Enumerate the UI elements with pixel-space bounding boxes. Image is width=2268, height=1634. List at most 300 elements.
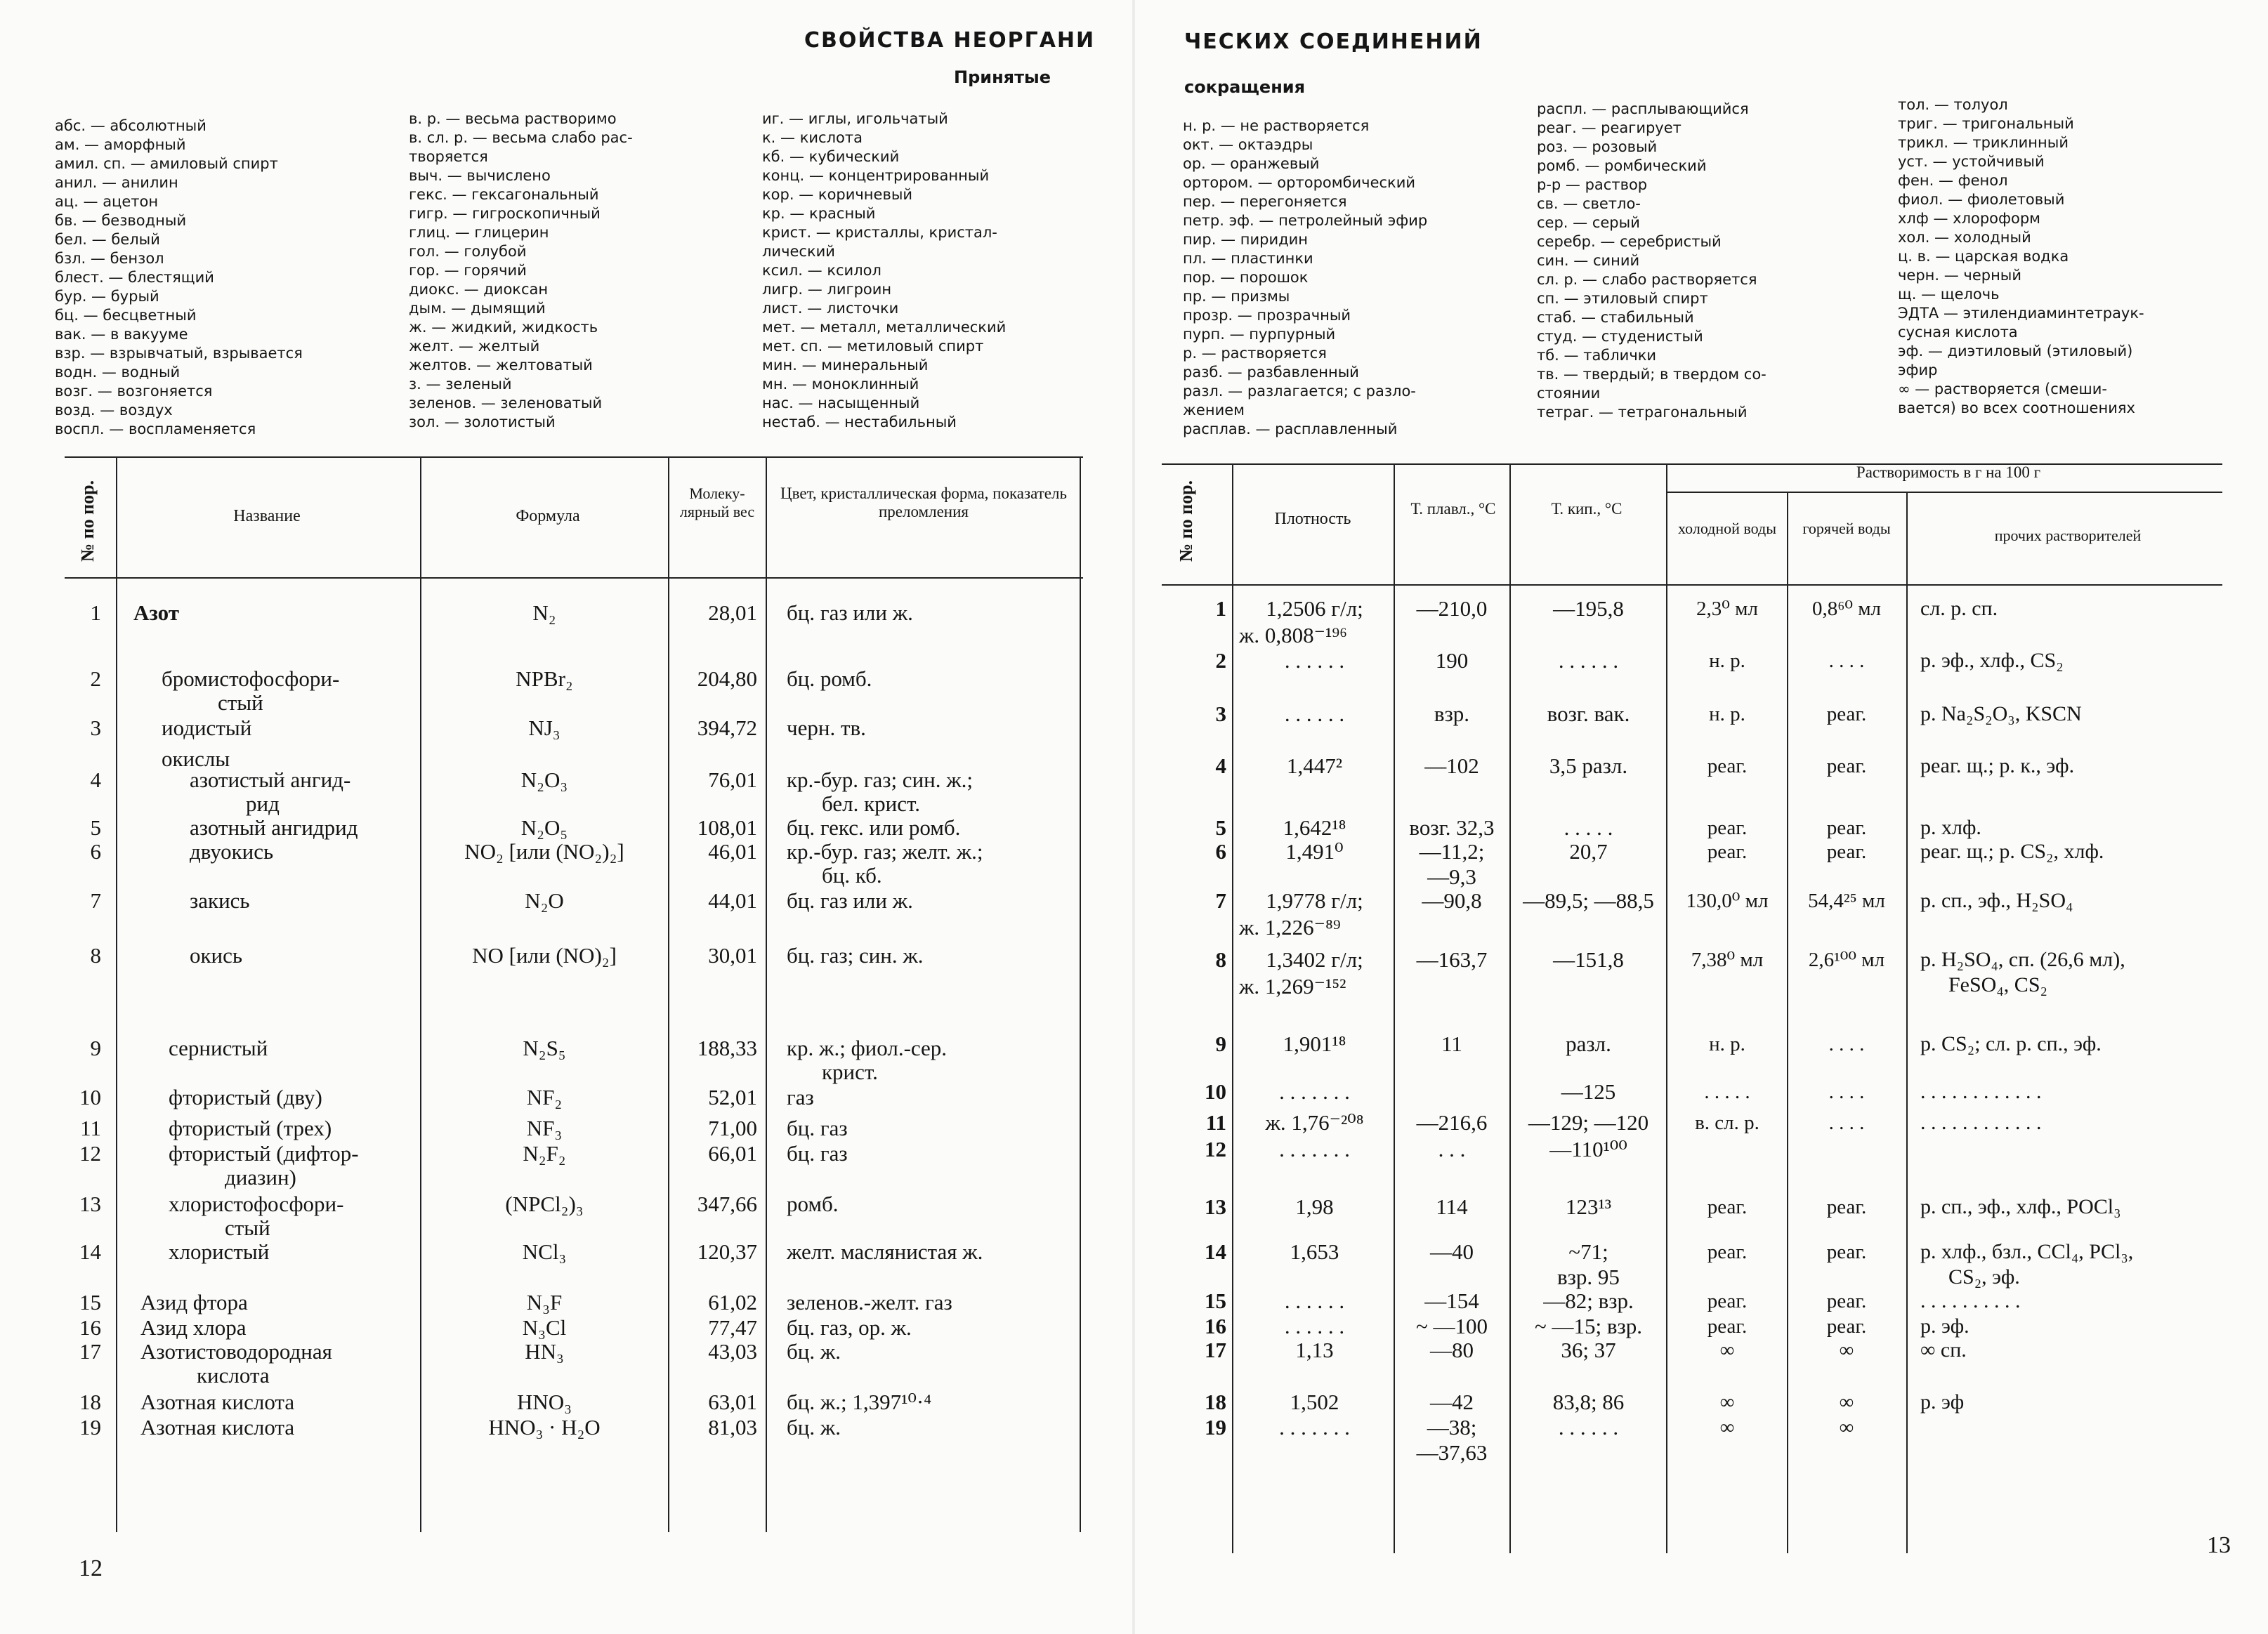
column-divider (1080, 458, 1081, 1532)
compound-name: Азид хлора (140, 1315, 247, 1340)
solubility-hot-water: реаг. (1826, 817, 1867, 839)
page-number-right: 13 (2207, 1532, 2231, 1558)
density: . . . . . . . (1279, 1415, 1350, 1439)
abbreviation-entry: гор. — горячий (409, 262, 527, 279)
density: 1,13 (1295, 1338, 1334, 1362)
solubility-cold-water: 7,38⁰ мл (1691, 949, 1764, 971)
abbreviation-entry: распл. — расплывающийся (1537, 100, 1749, 117)
abbreviation-entry: фен. — фенол (1898, 172, 2008, 189)
compound-name: сернистый (169, 1036, 268, 1060)
abbreviation-entry: серебр. — серебристый (1537, 233, 1722, 250)
row-number: 14 (79, 1239, 101, 1264)
solubility-other-solvents: сл. р. сп. (1920, 597, 1998, 620)
abbreviation-entry: ортором. — орторомбический (1183, 174, 1416, 191)
abbreviation-entry: лический (762, 243, 835, 260)
abbreviation-column-5 (1537, 100, 1766, 422)
abbreviation-entry: гигр. — гигроскопичный (409, 205, 601, 222)
description: бц. газ или ж. (787, 888, 913, 913)
boiling-point: ~71; (1568, 1239, 1608, 1264)
header-row-number: № по пор. (1176, 480, 1196, 562)
abbreviation-column-1 (55, 117, 303, 439)
abbreviation-entry: кб. — кубический (762, 148, 900, 165)
abbreviation-entry: возд. — воздух (55, 402, 173, 419)
section-subtitle-left: Принятые (954, 67, 1051, 87)
compound-name: двуокись (190, 839, 274, 864)
abbreviation-entry: бзл. — бензол (55, 250, 164, 267)
chemical-formula: N₃Cl (522, 1315, 567, 1340)
abbreviation-entry: тб. — таблички (1537, 347, 1657, 364)
density: . . . . . . (1284, 1289, 1345, 1313)
abbreviation-entry: син. — синий (1537, 252, 1640, 269)
abbreviation-entry: уст. — устойчивый (1898, 153, 2045, 170)
column-divider (1906, 493, 1908, 1553)
compound-name: фтористый (трех) (169, 1116, 332, 1140)
column-divider (766, 458, 767, 1532)
page-number-left: 12 (79, 1555, 103, 1581)
boiling-point: —89,5; —88,5 (1523, 888, 1654, 913)
chemical-formula: NF₃ (526, 1116, 563, 1140)
melting-point: взр. (1434, 701, 1470, 726)
density: 1,642¹⁸ (1283, 815, 1346, 840)
abbreviation-entry: ромб. — ромбический (1537, 157, 1707, 174)
compound-name-continued: кислота (197, 1363, 270, 1388)
melting-point: —90,8 (1422, 888, 1482, 913)
header-melting-point: Т. плавл., °С (1410, 500, 1496, 518)
abbreviation-entry: пр. — призмы (1183, 288, 1290, 305)
compound-name: Азид фтора (140, 1290, 248, 1315)
molecular-weight: 44,01 (708, 888, 757, 913)
row-number: 12 (1205, 1137, 1226, 1161)
row-number: 19 (1205, 1415, 1226, 1439)
molecular-weight: 43,03 (708, 1339, 757, 1364)
abbreviation-entry: возг. — возгоняется (55, 383, 213, 400)
solubility-cold-water: реаг. (1707, 755, 1748, 777)
density: . . . . . . (1284, 648, 1345, 673)
density: 1,502 (1290, 1390, 1339, 1414)
solubility-subheader-rule (1667, 492, 2222, 493)
molecular-weight: 71,00 (708, 1116, 757, 1140)
boiling-point: 20,7 (1569, 839, 1608, 864)
solubility-other-solvents: . . . . . . . . . . . . (1920, 1111, 2042, 1134)
abbreviation-entry: выч. — вычислено (409, 167, 551, 184)
row-number: 1 (1215, 596, 1226, 621)
compound-name: фтористый (дву) (169, 1085, 322, 1109)
chemical-formula: N₂ (532, 600, 556, 625)
melting-point: —102 (1424, 753, 1479, 778)
abbreviation-entry: пурп. — пурпурный (1183, 326, 1336, 343)
density: 1,901¹⁸ (1283, 1032, 1346, 1056)
density: 1,491⁰ (1285, 839, 1344, 864)
row-number: 7 (1215, 888, 1226, 913)
boiling-point: . . . . . . (1558, 1415, 1619, 1439)
description: газ (787, 1085, 814, 1109)
description: кр.-бур. газ; син. ж.; (787, 767, 974, 792)
abbreviation-entry: фиол. — фиолетовый (1898, 191, 2065, 208)
abbreviation-entry: стоянии (1537, 385, 1601, 402)
solubility-other-solvents: ∞ сп. (1920, 1338, 1967, 1362)
solubility-cold-water: 2,3⁰ мл (1696, 598, 1758, 620)
abbreviation-entry: окт. — октаэдры (1183, 136, 1313, 153)
row-number: 15 (1205, 1289, 1226, 1313)
header-hot-water: горячей воды (1802, 520, 1891, 537)
solubility-other-solvents: р. эф., хлф., CS₂ (1920, 649, 2064, 672)
abbreviation-entry: разб. — разбавленный (1183, 364, 1359, 381)
molecular-weight: 30,01 (708, 943, 757, 968)
chemical-formula: N₃F (526, 1290, 563, 1315)
melting-point: ~ —100 (1415, 1314, 1488, 1338)
melting-point: —210,0 (1416, 596, 1488, 621)
chemical-formula: HN₃ (525, 1339, 564, 1364)
solubility-hot-water: реаг. (1826, 1196, 1867, 1218)
description-continued: крист. (822, 1060, 878, 1084)
abbreviation-entry: в. сл. р. — весьма слабо рас- (409, 129, 633, 146)
column-divider (116, 458, 117, 1532)
solubility-hot-water: реаг. (1826, 1315, 1867, 1338)
abbreviation-entry: пл. — пластинки (1183, 250, 1313, 267)
boiling-point: . . . . . (1564, 815, 1613, 840)
abbreviation-entry: гол. — голубой (409, 243, 527, 260)
description: бц. гекс. или ромб. (787, 815, 961, 840)
abbreviation-entry: трикл. — триклинный (1898, 134, 2069, 151)
abbreviation-entry: желт. — желтый (409, 338, 540, 355)
solubility-cold-water: ∞ (1719, 1391, 1735, 1414)
density: 1,2506 г/л; (1266, 596, 1363, 621)
solubility-hot-water: 54,4²⁵ мл (1808, 890, 1885, 912)
column-divider (668, 458, 669, 1532)
chemical-formula: N₂F₂ (523, 1141, 566, 1166)
boiling-point: —195,8 (1553, 596, 1624, 621)
row-number: 11 (1205, 1110, 1226, 1135)
chemical-formula: (NPCl₂)₃ (505, 1192, 584, 1216)
row-number: 11 (80, 1116, 101, 1140)
row-number: 4 (1215, 753, 1226, 778)
compound-name: фтористый (дифтор- (169, 1141, 359, 1166)
solubility-other-solvents: р. эф (1920, 1390, 1965, 1414)
description: бц. газ; син. ж. (787, 943, 924, 968)
abbreviation-entry: ац. — ацетон (55, 193, 159, 210)
abbreviation-column-6 (1898, 95, 2144, 418)
abbreviation-entry: з. — зеленый (409, 376, 512, 393)
row-number: 9 (1215, 1032, 1226, 1056)
description: черн. тв. (787, 716, 866, 740)
abbreviation-entry: тол. — толуол (1898, 96, 2008, 113)
solubility-other-continued: FeSO₄, CS₂ (1948, 973, 2047, 996)
abbreviation-entry: глиц. — глицерин (409, 224, 549, 241)
chemical-formula: N₂O (525, 888, 564, 913)
boiling-point: —110¹⁰⁰ (1549, 1137, 1627, 1161)
solubility-cold-water: реаг. (1707, 817, 1748, 839)
solubility-other-solvents: . . . . . . . . . . (1920, 1289, 2021, 1312)
abbreviation-entry: лигр. — лигроин (762, 281, 892, 298)
abbreviation-entry: разл. — разлагается; с разло- (1183, 383, 1416, 400)
abbreviation-entry: св. — светло- (1537, 195, 1641, 212)
boiling-point: 123¹³ (1565, 1194, 1612, 1219)
boiling-point: 83,8; 86 (1552, 1390, 1625, 1414)
row-number: 18 (1205, 1390, 1226, 1414)
abbreviation-entry: бел. — белый (55, 231, 160, 248)
abbreviation-entry: роз. — розовый (1537, 138, 1658, 155)
solubility-cold-water: реаг. (1707, 1241, 1748, 1263)
description: желт. маслянистая ж. (787, 1239, 983, 1264)
chemical-formula: NO [или (NO)₂] (472, 943, 617, 968)
abbreviation-entry: пор. — порошок (1183, 269, 1309, 286)
column-divider (1232, 465, 1233, 1553)
description: бц. ж. (787, 1339, 841, 1364)
abbreviation-entry: бв. — безводный (55, 212, 187, 229)
abbreviation-entry: студ. — студенистый (1537, 328, 1703, 345)
abbreviation-entry: нас. — насыщенный (762, 395, 920, 411)
row-number: 16 (1205, 1314, 1226, 1338)
abbreviation-entry: ∞ — растворяется (смеши- (1898, 381, 2107, 397)
solubility-hot-water: ∞ (1839, 1416, 1854, 1439)
compound-name: хлористый (169, 1239, 270, 1264)
compound-name: Азот (133, 600, 179, 625)
compound-name: Азотная кислота (140, 1415, 295, 1439)
melting-point: —154 (1424, 1289, 1479, 1313)
melting-point: 11 (1441, 1032, 1462, 1056)
abbreviation-entry: мн. — моноклинный (762, 376, 919, 393)
solubility-cold-water: в. сл. р. (1695, 1112, 1759, 1134)
abbreviation-entry: расплав. — расплавленный (1183, 421, 1398, 437)
boiling-point: —151,8 (1553, 947, 1624, 972)
melting-point-continued: —37,63 (1416, 1440, 1488, 1465)
density-liquid: ж. 1,226⁻⁸⁹ (1239, 915, 1341, 940)
row-number: 12 (79, 1141, 101, 1166)
solubility-other-solvents: р. хлф., бзл., CCl₄, PCl₃, (1920, 1240, 2134, 1263)
description: бц. газ (787, 1141, 848, 1166)
abbreviation-entry: кор. — коричневый (762, 186, 913, 203)
description: зеленов.-желт. газ (787, 1290, 952, 1315)
abbreviation-entry: желтов. — желтоватый (409, 357, 593, 374)
chemical-formula: NPBr₂ (516, 666, 573, 691)
chemical-formula: NO₂ [или (NO₂)₂] (464, 839, 624, 864)
solubility-other-solvents: р. H₂SO₄, сп. (26,6 мл), (1920, 948, 2125, 971)
chemical-formula: N₂O₅ (520, 815, 568, 840)
abbreviation-entry: взр. — взрывчатый, взрывается (55, 345, 303, 362)
solubility-other-solvents: р. сп., эф., H₂SO₄ (1920, 889, 2073, 912)
row-number: 8 (1215, 947, 1226, 972)
solubility-hot-water: реаг. (1826, 1290, 1867, 1312)
solubility-other-solvents: р. Na₂S₂O₃, KSCN (1920, 702, 2082, 725)
solubility-cold-water: ∞ (1719, 1339, 1735, 1362)
solubility-hot-water: реаг. (1826, 841, 1867, 863)
abbreviation-entry: дым. — дымящий (409, 300, 546, 317)
abbreviation-entry: вак. — в вакууме (55, 326, 188, 343)
abbreviation-entry: н. р. — не растворяется (1183, 117, 1370, 134)
molecular-weight: 394,72 (697, 716, 757, 740)
density: . . . . . . (1284, 701, 1345, 726)
abbreviation-entry: воспл. — воспламеняется (55, 421, 256, 437)
melting-point: возг. 32,3 (1409, 815, 1495, 840)
compound-name: закись (190, 888, 250, 913)
row-number: 1 (90, 600, 101, 625)
boiling-point: —82; взр. (1543, 1289, 1634, 1313)
page-title-right: ЧЕСКИХ СОЕДИНЕНИЙ (1184, 29, 1483, 54)
abbreviation-entry: черн. — черный (1898, 267, 2022, 284)
abbreviation-entry: амил. сп. — амиловый спирт (55, 155, 278, 172)
abbreviation-entry: пер. — перегоняется (1183, 193, 1347, 210)
row-number: 15 (79, 1290, 101, 1315)
abbreviation-entry: ксил. — ксилол (762, 262, 881, 279)
abbreviation-entry: сусная кислота (1898, 324, 2018, 341)
compound-name-continued: стый (218, 690, 263, 715)
abbreviation-entry: реаг. — реагирует (1537, 119, 1682, 136)
solubility-cold-water: н. р. (1709, 650, 1745, 672)
boiling-point: —125 (1561, 1079, 1616, 1104)
abbreviation-entry: прозр. — прозрачный (1183, 307, 1351, 324)
table-header-rule (65, 577, 1083, 579)
abbreviation-entry: щ. — щелочь (1898, 286, 2000, 303)
row-number: 9 (90, 1036, 101, 1060)
melting-point: —163,7 (1416, 947, 1488, 972)
compound-name: окись (190, 943, 243, 968)
compound-name: бромистофосфори- (162, 666, 340, 691)
solubility-hot-water: 0,8⁶⁰ мл (1811, 598, 1882, 620)
boiling-point-continued: взр. 95 (1557, 1265, 1620, 1289)
solubility-cold-water: 130,0⁰ мл (1686, 890, 1769, 912)
abbreviation-entry: пир. — пиридин (1183, 231, 1308, 248)
abbreviation-entry: ор. — оранжевый (1183, 155, 1320, 172)
abbreviation-entry: анил. — анилин (55, 174, 178, 191)
description: бц. ромб. (787, 666, 872, 691)
boiling-point: —129; —120 (1528, 1110, 1649, 1135)
description: кр.-бур. газ; желт. ж.; (787, 839, 983, 864)
description: бц. ж. (787, 1415, 841, 1439)
row-number: 10 (79, 1085, 101, 1109)
compound-name: Азотная кислота (140, 1390, 295, 1414)
abbreviation-entry: абс. — абсолютный (55, 117, 207, 134)
molecular-weight: 120,37 (697, 1239, 757, 1264)
abbreviation-entry: сер. — серый (1537, 214, 1640, 231)
solubility-hot-water: реаг. (1826, 755, 1867, 777)
abbreviation-entry: эфир (1898, 362, 1938, 378)
molecular-weight: 63,01 (708, 1390, 757, 1414)
abbreviation-entry: ЭДТА — этилендиаминтетраук- (1898, 305, 2144, 322)
solubility-other-solvents: р. сп., эф., хлф., POCl₃ (1920, 1195, 2121, 1218)
row-number: 7 (90, 888, 101, 913)
boiling-point: . . . . . . (1558, 648, 1619, 673)
abbreviation-entry: гекс. — гексагональный (409, 186, 599, 203)
page-title-left: СВОЙСТВА НЕОРГАНИ (804, 28, 1096, 53)
abbreviation-entry: зеленов. — зеленоватый (409, 395, 603, 411)
molecular-weight: 347,66 (697, 1192, 757, 1216)
abbreviation-entry: мет. сп. — метиловый спирт (762, 338, 984, 355)
description: ромб. (787, 1192, 839, 1216)
abbreviation-entry: кр. — красный (762, 205, 876, 222)
density: 1,447² (1286, 753, 1343, 778)
row-number: 13 (1205, 1194, 1226, 1219)
chemical-formula: HNO₃ (517, 1390, 572, 1414)
header-formula: Формула (516, 507, 580, 525)
melting-point: 114 (1436, 1194, 1468, 1219)
solubility-other-continued: CS₂, эф. (1948, 1265, 2020, 1289)
compound-name: Азотистоводородная (140, 1339, 332, 1364)
header-name: Название (233, 507, 301, 525)
solubility-hot-water: ∞ (1839, 1391, 1854, 1414)
table-header-rule (1162, 584, 2222, 586)
header-other-solvents: прочих растворителей (1994, 527, 2142, 544)
compound-name-continued: рид (246, 791, 280, 816)
row-number: 3 (1215, 701, 1226, 726)
solubility-cold-water: реаг. (1707, 1290, 1748, 1312)
density: ж. 1,76⁻²⁰⁸ (1265, 1110, 1364, 1135)
solubility-hot-water: . . . . (1828, 1081, 1865, 1103)
row-number: 6 (90, 839, 101, 864)
column-divider (1509, 465, 1511, 1553)
header-solubility: Растворимость в г на 100 г (1856, 463, 2041, 481)
chemical-formula: HNO₃ · H₂O (488, 1415, 601, 1439)
density-liquid: ж. 1,269⁻¹⁵² (1239, 974, 1346, 999)
column-divider (1394, 465, 1395, 1553)
molecular-weight: 188,33 (697, 1036, 757, 1060)
row-number: 5 (1215, 815, 1226, 840)
abbreviation-column-2 (409, 110, 633, 432)
abbreviation-entry: блест. — блестящий (55, 269, 214, 286)
melting-point: 190 (1435, 648, 1469, 673)
boiling-point: 3,5 разл. (1549, 753, 1628, 778)
row-number: 17 (79, 1339, 101, 1364)
header-row-number: № по пор. (77, 480, 98, 562)
compound-name-continued: стый (225, 1215, 270, 1240)
abbreviation-entry: диокс. — диоксан (409, 281, 549, 298)
solubility-other-solvents: . . . . . . . . . . . . (1920, 1080, 2042, 1103)
row-number: 2 (1215, 648, 1226, 673)
description: бц. газ или ж. (787, 600, 913, 625)
density: 1,98 (1295, 1194, 1334, 1219)
solubility-cold-water: реаг. (1707, 1315, 1748, 1338)
abbreviation-entry: стаб. — стабильный (1537, 309, 1694, 326)
column-divider (420, 458, 421, 1532)
density-liquid: ж. 0,808⁻¹⁹⁶ (1239, 623, 1347, 647)
header-boiling-point: Т. кип., °С (1551, 500, 1623, 518)
header-color-form: Цвет, кристаллическая форма, показатель преломления (780, 485, 1067, 520)
density: 1,3402 г/л; (1266, 947, 1363, 972)
abbreviation-column-3 (762, 110, 1006, 432)
row-number: 16 (79, 1315, 101, 1340)
description-continued: бел. крист. (822, 791, 920, 816)
compound-name: окислы (162, 746, 230, 771)
boiling-point: разл. (1566, 1032, 1611, 1056)
header-density: Плотность (1274, 510, 1351, 528)
row-number: 19 (79, 1415, 101, 1439)
abbreviation-entry: вается) во всех соотношениях (1898, 400, 2135, 416)
abbreviation-entry: к. — кислота (762, 129, 863, 146)
melting-point: —40 (1430, 1239, 1474, 1264)
abbreviation-entry: бц. — бесцветный (55, 307, 197, 324)
solubility-other-solvents: р. хлф. (1920, 816, 1981, 839)
solubility-hot-water: . . . . (1828, 1033, 1865, 1055)
compound-name: хлористофосфори- (169, 1192, 344, 1216)
abbreviation-entry: творяется (409, 148, 488, 165)
row-number: 8 (90, 943, 101, 968)
chemical-formula: N₂S₅ (523, 1036, 566, 1060)
abbreviation-entry: нестаб. — нестабильный (762, 414, 957, 430)
abbreviation-entry: ам. — аморфный (55, 136, 186, 153)
abbreviation-entry: лист. — листочки (762, 300, 899, 317)
compound-name: азотистый ангид- (190, 767, 351, 792)
abbreviation-entry: хол. — холодный (1898, 229, 2031, 246)
solubility-hot-water: . . . . (1828, 1112, 1865, 1134)
solubility-hot-water: 2,6¹⁰⁰ мл (1808, 949, 1885, 971)
melting-point: —80 (1430, 1338, 1474, 1362)
description: бц. газ, ор. ж. (787, 1315, 912, 1340)
row-number: 6 (1215, 839, 1226, 864)
abbreviation-entry: сп. — этиловый спирт (1537, 290, 1708, 307)
boiling-point: ~ —15; взр. (1534, 1314, 1643, 1338)
abbreviation-column-4 (1183, 117, 1427, 439)
solubility-cold-water: н. р. (1709, 1033, 1745, 1055)
chemical-formula: NCl₃ (522, 1239, 567, 1264)
